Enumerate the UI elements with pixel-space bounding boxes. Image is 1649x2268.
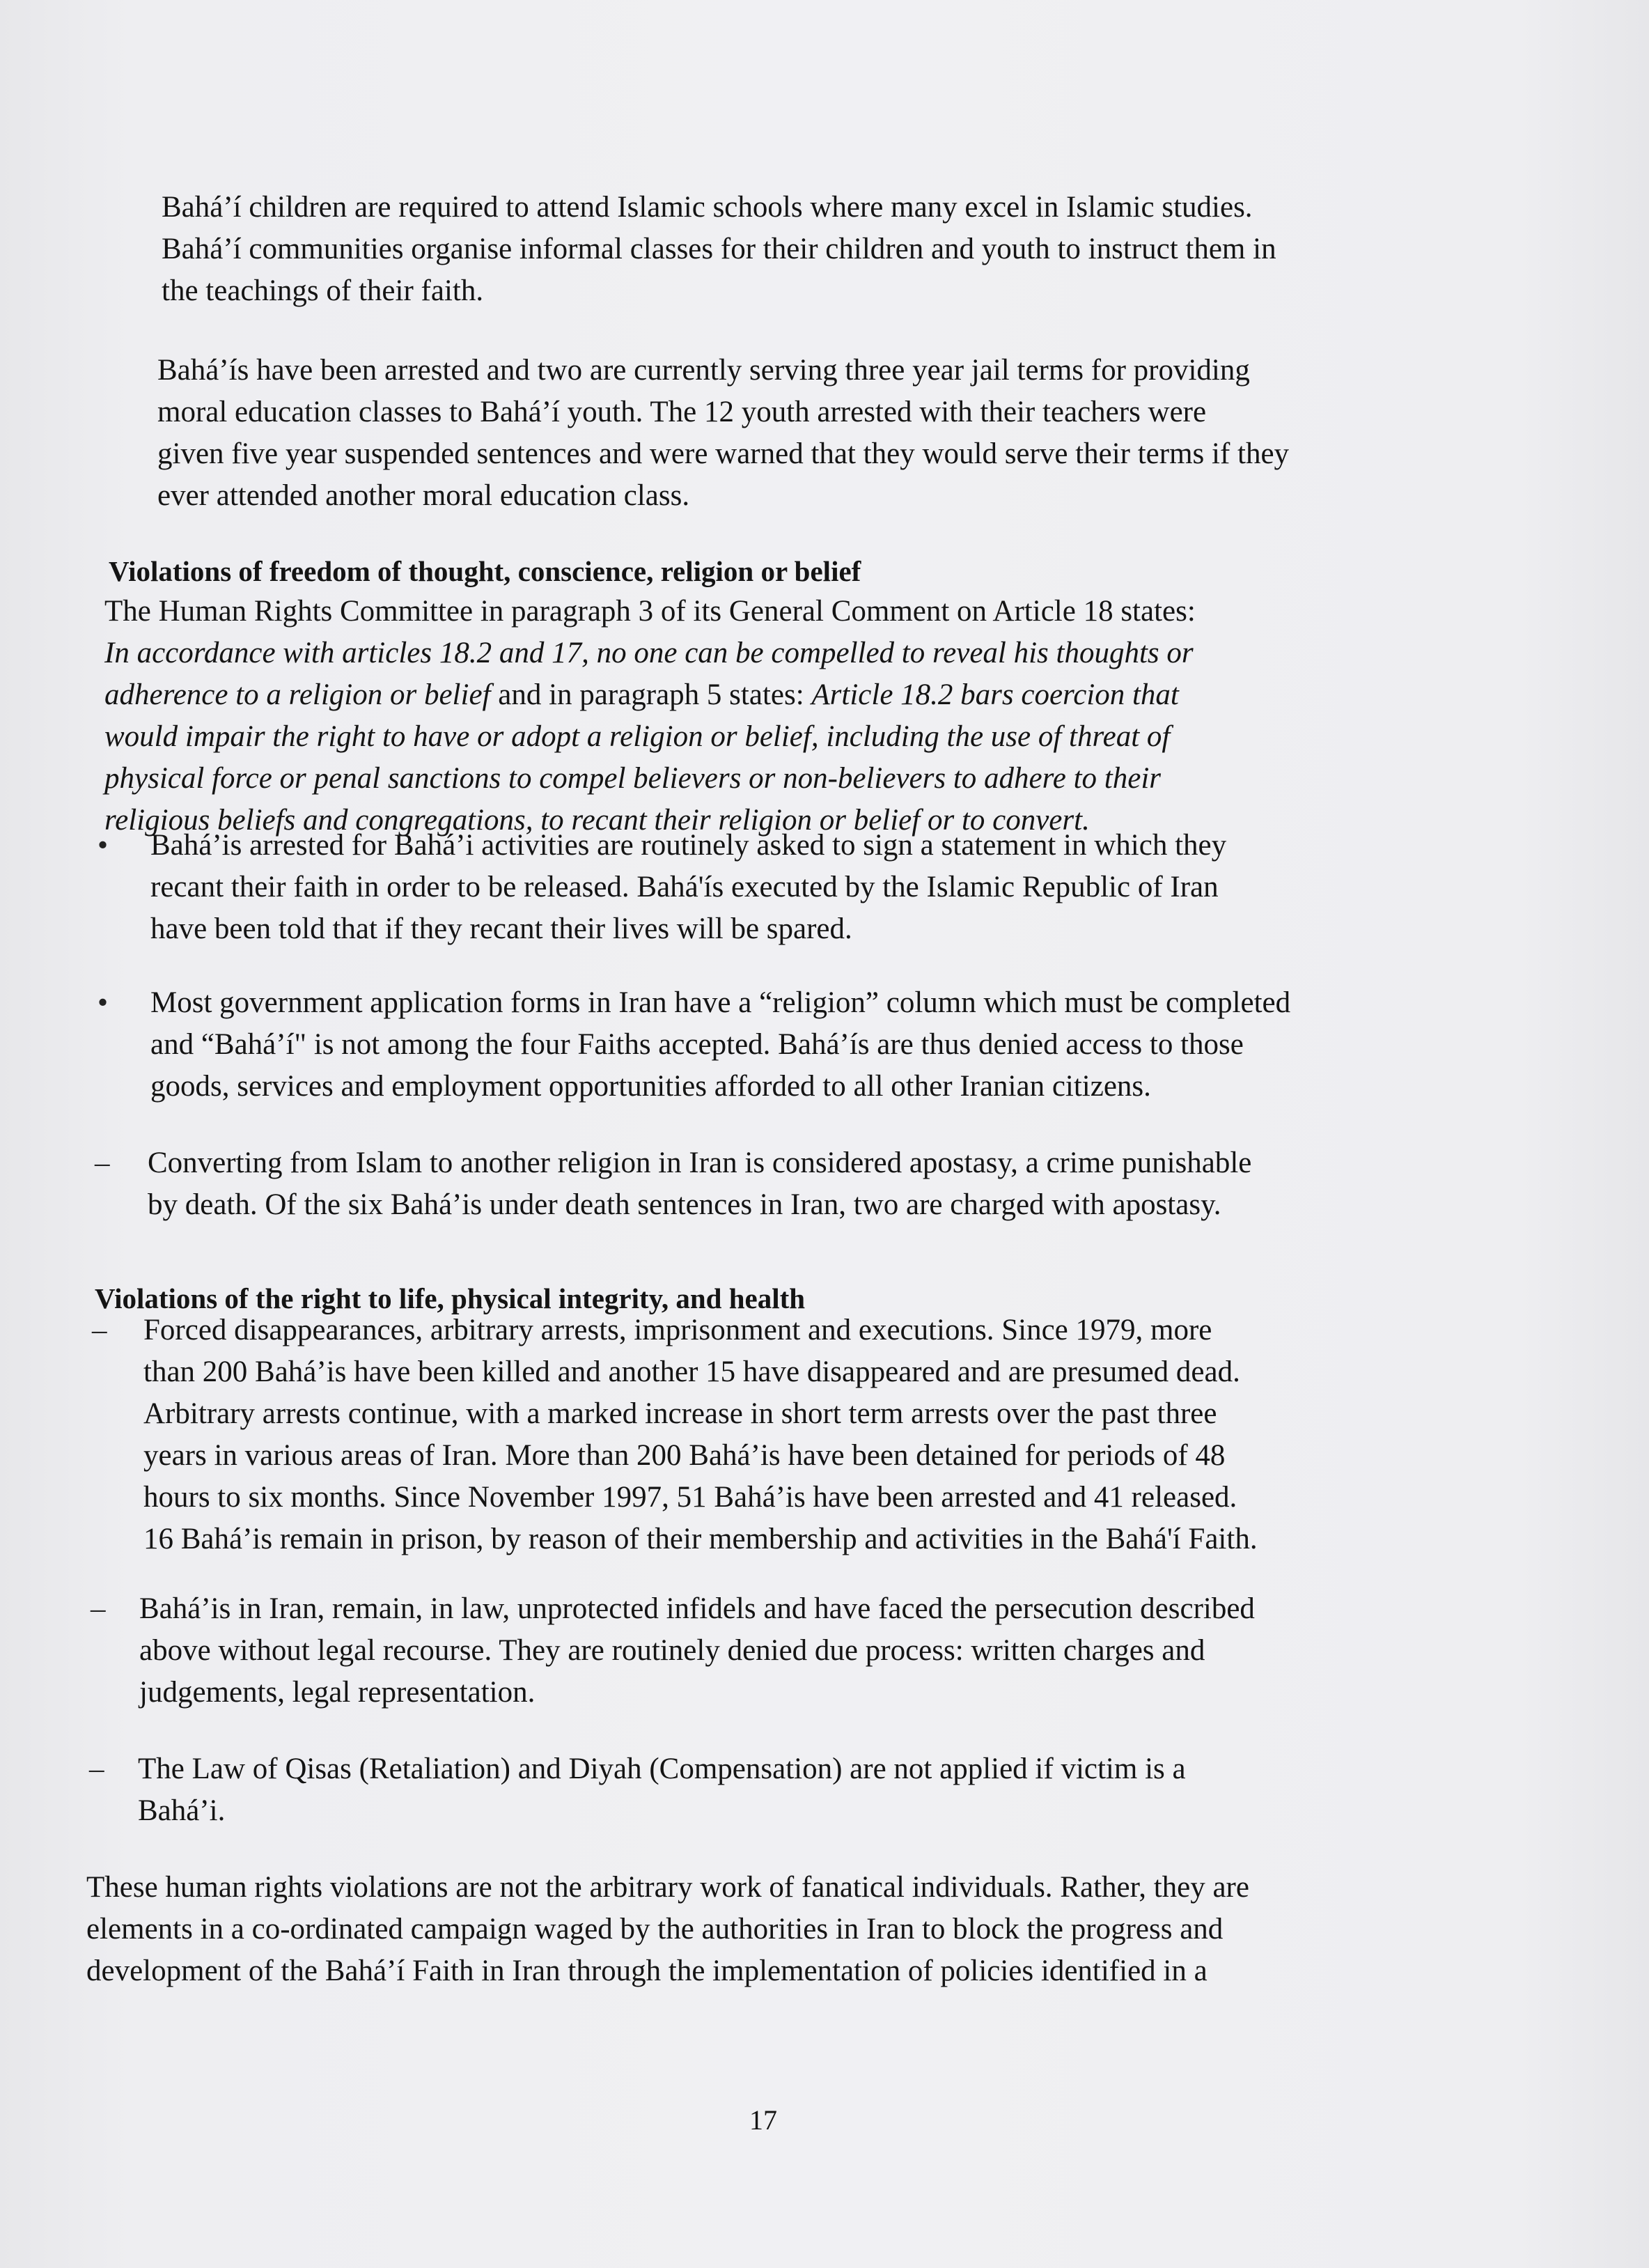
text-line: In accordance with articles 18.2 and 17, no one can be compelled to reveal his thoughts or — [104, 637, 1194, 669]
text-line: moral education classes to Bahá’í youth. The 12 youth arrested with their teachers were — [157, 396, 1207, 428]
paragraph-moral-education — [157, 350, 1289, 517]
list-item — [139, 1588, 1255, 1714]
text-line: Converting from Islam to another religion in Iran is considered apostasy, a crime punishable — [148, 1147, 1252, 1179]
text-line: Bahá’í children are required to attend Islamic schools where many excel in Islamic studies. — [162, 191, 1253, 224]
text-line: judgements, legal representation. — [139, 1676, 536, 1709]
list-item — [143, 1310, 1258, 1560]
bullet-marker: • — [97, 986, 109, 1019]
text-line: by death. Of the six Bahá’is under death sentences in Iran, two are charged with apostasy. — [148, 1188, 1221, 1221]
section-heading-right-to-life: Violations of the right to life, physical integrity, and health — [95, 1282, 806, 1314]
list-item — [150, 825, 1226, 950]
text-line: 16 Bahá’is remain in prison, by reason of their membership and activities in the Bahá'í Faith. — [143, 1523, 1258, 1555]
text-line: goods, services and employment opportunities afforded to all other Iranian citizens. — [150, 1070, 1151, 1103]
text-line: ever attended another moral education class. — [157, 479, 690, 512]
text-line: Forced disappearances, arbitrary arrests, imprisonment and executions. Since 1979, more — [143, 1314, 1212, 1346]
text-line: Bahá’í communities organise informal classes for their children and youth to instruct them in — [162, 233, 1276, 265]
text-line: Bahá’i. — [138, 1794, 226, 1827]
text-line: the teachings of their faith. — [162, 274, 484, 307]
dash-marker: – — [95, 1147, 110, 1179]
text-line: have been told that if they recant their lives will be spared. — [150, 912, 852, 945]
text-line: given five year suspended sentences and were warned that they would serve their terms if they — [157, 437, 1290, 470]
dash-marker: – — [92, 1314, 107, 1346]
text-line: development of the Bahá’í Faith in Iran through the implementation of policies identified in a — [86, 1955, 1208, 1987]
dash-marker: – — [89, 1753, 104, 1785]
text-line: These human rights violations are not the arbitrary work of fanatical individuals. Rather, they are — [86, 1871, 1249, 1904]
general-comment-quote — [104, 591, 1196, 841]
closing-paragraph — [86, 1867, 1249, 1992]
text-line: The Human Rights Committee in paragraph 3 of its General Comment on Article 18 states: — [104, 595, 1196, 628]
text-line — [104, 674, 1196, 716]
list-item — [148, 1142, 1251, 1226]
text-line: Bahá’is in Iran, remain, in law, unprotected infidels and have faced the persecution described — [139, 1592, 1255, 1625]
text-line: hours to six months. Since November 1997, 51 Bahá’is have been arrested and 41 released. — [143, 1481, 1237, 1514]
italic-text: Article 18.2 bars coercion that — [811, 678, 1179, 711]
section-heading-freedom-of-thought: Violations of freedom of thought, conscience, religion or belief — [109, 555, 861, 587]
paragraph-islamic-schools — [162, 187, 1276, 312]
text-line: elements in a co-ordinated campaign waged by the authorities in Iran to block the progress and — [86, 1913, 1224, 1945]
text-line: Bahá’ís have been arrested and two are currently serving three year jail terms for providing — [157, 354, 1250, 387]
page-number: 17 — [749, 2104, 777, 2136]
list-item — [150, 982, 1290, 1108]
text-line: Bahá’is arrested for Bahá’i activities are routinely asked to sign a statement in which they — [150, 829, 1227, 862]
text-line: years in various areas of Iran. More than 200 Bahá’is have been detained for periods of 48 — [143, 1439, 1226, 1472]
text-line: religious beliefs and congregations, to recant their religion or belief or to convert. — [104, 804, 1090, 837]
dash-marker: – — [91, 1592, 106, 1625]
text-line: Arbitrary arrests continue, with a marked increase in short term arrests over the past three — [143, 1397, 1217, 1430]
italic-text: adherence to a religion or belief — [104, 678, 491, 711]
text-line: than 200 Bahá’is have been killed and another 15 have disappeared and are presumed dead. — [143, 1356, 1240, 1388]
text-line: Most government application forms in Iran have a “religion” column which must be completed — [150, 986, 1291, 1019]
text-line: would impair the right to have or adopt a religion or belief, including the use of threat of — [104, 720, 1171, 753]
bullet-marker: • — [97, 829, 109, 862]
text-line: physical force or penal sanctions to compel believers or non-believers to adhere to their — [104, 762, 1162, 795]
text-line: recant their faith in order to be released. Bahá'ís executed by the Islamic Republic of Iran — [150, 871, 1219, 903]
text-line: The Law of Qisas (Retaliation) and Diyah (Compensation) are not applied if victim is a — [138, 1753, 1186, 1785]
text-line: above without legal recourse. They are routinely denied due process: written charges and — [139, 1634, 1205, 1667]
text-run: and in paragraph 5 states: — [490, 678, 812, 711]
text-line: and “Bahá’í" is not among the four Faiths accepted. Bahá’ís are thus denied access to those — [150, 1028, 1244, 1061]
list-item — [138, 1748, 1186, 1832]
